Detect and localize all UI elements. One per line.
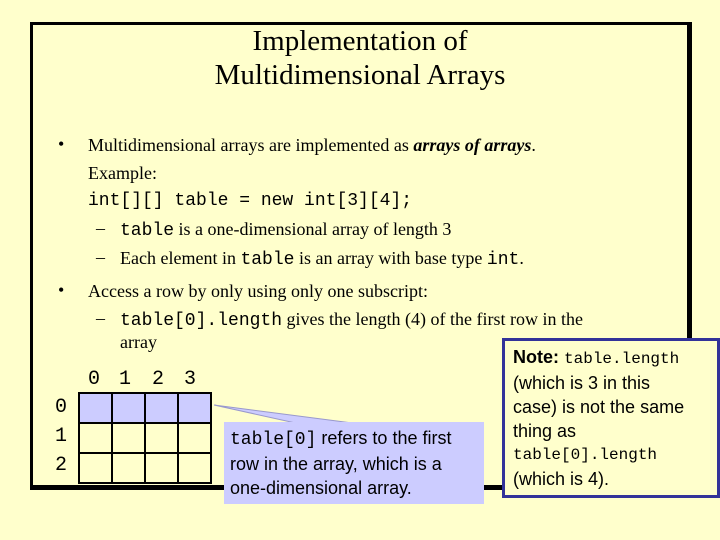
- callout-line-2: row in the array, which is a: [230, 454, 442, 474]
- sub-bullet-3-cont: array: [120, 332, 157, 352]
- note-box: [502, 338, 720, 498]
- title-line-2: Multidimensional Arrays: [214, 59, 506, 91]
- note-line-3: case) is not the same: [513, 397, 685, 417]
- sub-bullet-3: table[0].length gives the length (4) of the first row in the: [120, 309, 583, 331]
- dash-3: –: [96, 308, 105, 328]
- note-line-6: (which is 4).: [513, 469, 610, 489]
- bullet-dot: •: [58, 280, 65, 300]
- bullet-2-text: Access a row by only using only one subscript:: [88, 281, 428, 301]
- example-label: Example:: [88, 163, 157, 183]
- dash-2: –: [96, 247, 105, 267]
- row-index: 0: [55, 396, 68, 419]
- note-line-4: thing as: [513, 421, 577, 441]
- title-line-1: Implementation of: [252, 25, 468, 57]
- callout-box: [224, 422, 484, 504]
- dash-1: –: [96, 218, 105, 238]
- example-code: int[][] table = new int[3][4];: [88, 191, 413, 211]
- callout-line-3: one-dimensional array.: [230, 478, 412, 498]
- bullet-dot: •: [58, 134, 65, 154]
- column-index: 2: [152, 368, 165, 391]
- column-index: 0: [88, 368, 101, 391]
- bullet-1-text: Multidimensional arrays are implemented as arrays of arrays.: [88, 135, 536, 155]
- column-index: 3: [184, 368, 197, 391]
- callout-line-1: table[0] refers to the first: [230, 428, 452, 450]
- sub-bullet-2: Each element in table is an array with base type int.: [120, 248, 524, 270]
- note-line-5: table[0].length: [513, 446, 658, 464]
- note-line-1: Note: table.length: [513, 347, 680, 368]
- sub-bullet-1: table is a one-dimensional array of length 3: [120, 219, 452, 241]
- row-index: 1: [55, 425, 68, 448]
- column-index: 1: [119, 368, 132, 391]
- row-index: 2: [55, 454, 68, 477]
- note-line-2: (which is 3 in this: [513, 373, 651, 393]
